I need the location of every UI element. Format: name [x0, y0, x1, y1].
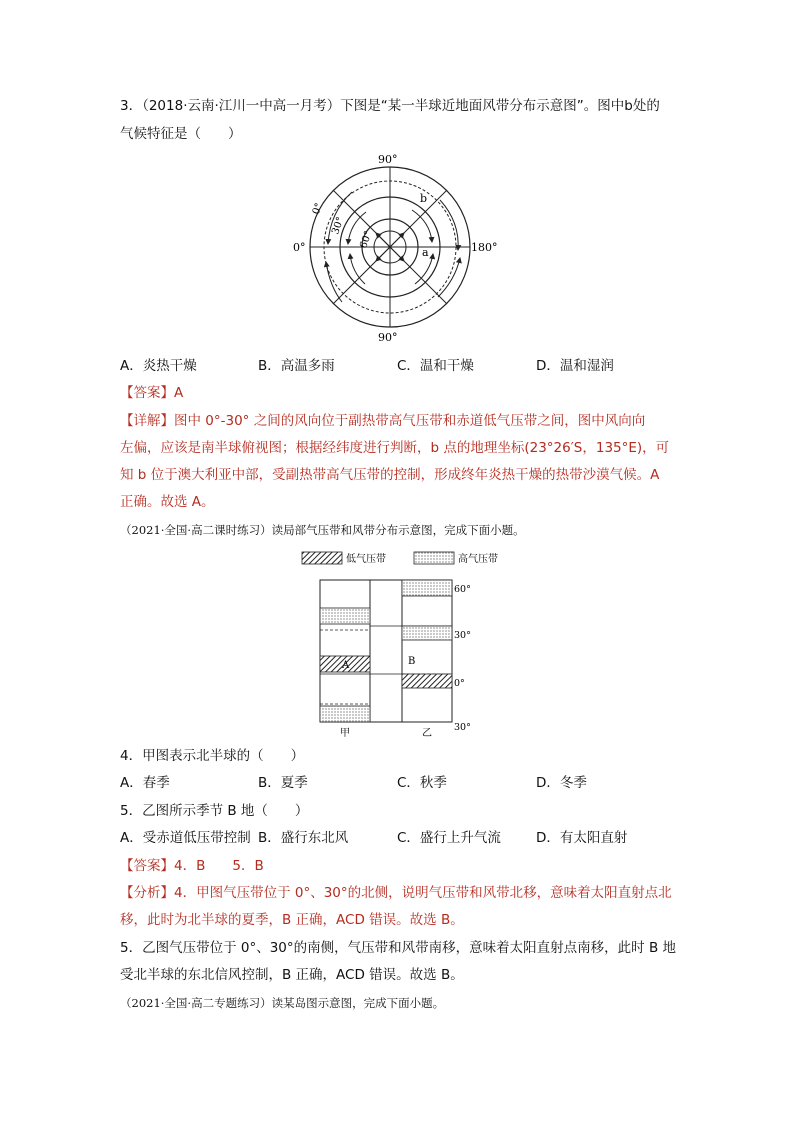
q3-detail-line4: 正确。故选 A。	[120, 494, 215, 510]
q4-option-c[interactable]: C．秋季	[397, 775, 447, 791]
jia-high-2	[320, 706, 370, 722]
label-A: A	[342, 660, 350, 671]
pressure-belt-figure	[298, 546, 498, 738]
q3-option-a[interactable]: A．炎热干燥	[120, 358, 197, 374]
analysis-line2: 移，此时为北半球的夏季，B 正确，ACD 错误。故选 B。	[120, 912, 464, 928]
label-bottom-90: 90°	[378, 331, 398, 342]
legend-low-label: 低气压带	[346, 554, 386, 565]
analysis-line4: 受北半球的东北信风控制，B 正确，ACD 错误。故选 B。	[120, 967, 464, 983]
answers-4-5: 【答案】4．B 5．B	[120, 858, 264, 874]
label-a: a	[422, 246, 429, 259]
q4-option-b[interactable]: B．夏季	[258, 775, 308, 791]
q3-option-c[interactable]: C．温和干燥	[397, 358, 474, 374]
legend-low-swatch	[302, 552, 342, 564]
q5-option-d[interactable]: D．有太阳直射	[536, 830, 628, 846]
label-lat-60: 60°	[358, 229, 375, 251]
yi-high-60	[402, 580, 452, 596]
q3-answer: 【答案】A	[120, 385, 184, 401]
lat-label-0: 0°	[454, 678, 465, 689]
q4-option-a[interactable]: A．春季	[120, 775, 170, 791]
q3-detail-line2: 左偏，应该是南半球俯视图；根据经纬度进行判断，b 点的地理坐标(23°26′S，135°E)，可	[120, 440, 670, 456]
q5-option-b[interactable]: B．盛行东北风	[258, 830, 349, 846]
panel-jia	[320, 580, 370, 722]
lat-label-60: 60°	[454, 584, 471, 595]
lat-label-30n: 30°	[454, 630, 471, 641]
group3-intro: （2021·全国·高二专题练习）读某岛图示意图，完成下面小题。	[120, 996, 445, 1010]
q3-detail-line1: 【详解】图中 0°-30° 之间的风向位于副热带高气压带和赤道低气压带之间，图中风向向	[120, 413, 646, 429]
yi-low-0	[402, 674, 452, 688]
q5-option-a[interactable]: A．受赤道低压带控制	[120, 830, 251, 846]
analysis-line1: 【分析】4．甲图气压带位于 0°、30°的北侧，说明气压带和风带北移，意味着太阳直射点北	[120, 885, 672, 901]
caption-yi: 乙	[422, 728, 432, 738]
q4-option-d[interactable]: D．冬季	[536, 775, 587, 791]
q3-detail-line3: 知 b 位于澳大利亚中部，受副热带高气压带的控制，形成终年炎热干燥的热带沙漠气候。A	[120, 467, 660, 483]
group2-intro: （2021·全国·高二课时练习）读局部气压带和风带分布示意图，完成下面小题。	[120, 523, 525, 537]
legend-high-label: 高气压带	[458, 554, 498, 565]
q3-stem-line1: 3．（2018·云南·江川一中高一月考）下图是“某一半球近地面风带分布示意图”。图中b处的	[120, 98, 660, 114]
caption-jia: 甲	[340, 728, 350, 738]
jia-high-1	[320, 608, 370, 624]
legend-high-swatch	[414, 552, 454, 564]
analysis-line3: 5．乙图气压带位于 0°、30°的南侧，气压带和风带南移，意味着太阳直射点南移，此时 B 地	[120, 940, 676, 956]
lat-label-30s: 30°	[454, 722, 471, 733]
q5-stem: 5．乙图所示季节 B 地（ ）	[120, 803, 309, 819]
label-lat-30: 30°	[330, 215, 347, 237]
q3-stem-line2: 气候特征是（ ）	[120, 126, 242, 142]
q4-stem: 4．甲图表示北半球的（ ）	[120, 748, 305, 764]
label-right-180: 180°	[471, 241, 498, 254]
label-b: b	[420, 192, 428, 205]
label-top-90: 90°	[378, 153, 398, 166]
label-lat-0: 0°	[310, 201, 326, 217]
wind-belt-figure	[290, 152, 510, 342]
q5-option-c[interactable]: C．盛行上升气流	[397, 830, 501, 846]
label-left-0: 0°	[293, 241, 306, 254]
q3-option-d[interactable]: D．温和湿润	[536, 358, 614, 374]
yi-high-30	[402, 626, 452, 640]
panel-yi	[402, 580, 452, 722]
label-B: B	[408, 656, 416, 667]
q3-option-b[interactable]: B．高温多雨	[258, 358, 335, 374]
